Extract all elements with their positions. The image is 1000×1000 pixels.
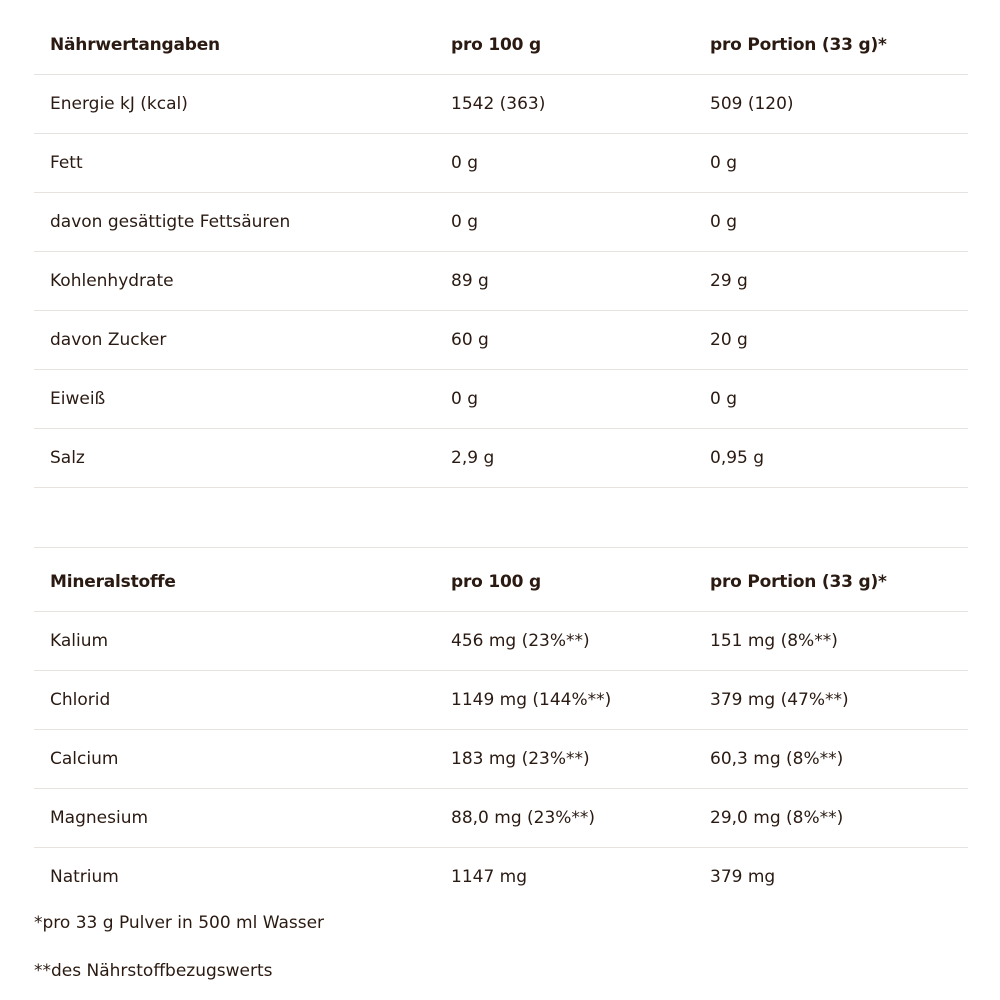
table-row — [34, 134, 968, 193]
value-per-portion: 379 mg — [710, 867, 776, 887]
table-row — [34, 671, 968, 730]
table-row — [34, 789, 968, 848]
mineral-name: Chlorid — [50, 690, 111, 710]
value-per-portion: 0 g — [710, 153, 738, 173]
table-row — [34, 612, 968, 671]
table-row — [34, 370, 968, 429]
value-per-100g: 2,9 g — [451, 448, 495, 468]
column-header-mineral: Mineralstoffe — [50, 572, 176, 592]
nutrient-name: Salz — [50, 448, 85, 468]
table-row — [34, 193, 968, 252]
value-per-100g: 1149 mg (144%**) — [451, 690, 612, 710]
mineral-name: Kalium — [50, 631, 109, 651]
footnote-reference-value: **des Nährstoffbezugswerts — [34, 961, 273, 981]
mineral-name: Magnesium — [50, 808, 149, 828]
column-header-per-100g: pro 100 g — [451, 572, 541, 592]
value-per-portion: 509 (120) — [710, 94, 794, 114]
value-per-portion: 29,0 mg (8%**) — [710, 808, 844, 828]
value-per-100g: 0 g — [451, 153, 479, 173]
value-per-100g: 89 g — [451, 271, 489, 291]
value-per-portion: 20 g — [710, 330, 748, 350]
mineral-name: Natrium — [50, 867, 119, 887]
column-header-nutrient: Nährwertangaben — [50, 35, 220, 55]
value-per-portion: 0,95 g — [710, 448, 765, 468]
value-per-100g: 1542 (363) — [451, 94, 546, 114]
table-row — [34, 730, 968, 789]
nutrient-name: davon Zucker — [50, 330, 167, 350]
value-per-portion: 151 mg (8%**) — [710, 631, 838, 651]
minerals-table — [34, 553, 968, 907]
column-header-per-portion: pro Portion (33 g)* — [710, 35, 887, 55]
table-row — [34, 429, 968, 488]
column-header-per-portion: pro Portion (33 g)* — [710, 572, 887, 592]
table-separator — [34, 488, 968, 548]
value-per-portion: 0 g — [710, 212, 738, 232]
table-row — [34, 75, 968, 134]
nutrient-name: Fett — [50, 153, 83, 173]
nutrient-name: Eiweiß — [50, 389, 106, 409]
value-per-portion: 0 g — [710, 389, 738, 409]
value-per-100g: 88,0 mg (23%**) — [451, 808, 596, 828]
nutrient-name: Kohlenhydrate — [50, 271, 174, 291]
table-header-row — [34, 16, 968, 75]
value-per-100g: 183 mg (23%**) — [451, 749, 590, 769]
value-per-100g: 456 mg (23%**) — [451, 631, 590, 651]
value-per-portion: 60,3 mg (8%**) — [710, 749, 844, 769]
value-per-portion: 29 g — [710, 271, 748, 291]
table-row — [34, 252, 968, 311]
value-per-100g: 60 g — [451, 330, 489, 350]
nutrition-table — [34, 16, 968, 548]
nutrient-name: Energie kJ (kcal) — [50, 94, 188, 114]
table-row — [34, 311, 968, 370]
column-header-per-100g: pro 100 g — [451, 35, 541, 55]
value-per-100g: 0 g — [451, 389, 479, 409]
value-per-100g: 1147 mg — [451, 867, 528, 887]
table-header-row — [34, 553, 968, 612]
value-per-100g: 0 g — [451, 212, 479, 232]
nutrient-name: davon gesättigte Fettsäuren — [50, 212, 291, 232]
mineral-name: Calcium — [50, 749, 119, 769]
footnote-serving: *pro 33 g Pulver in 500 ml Wasser — [34, 913, 325, 933]
value-per-portion: 379 mg (47%**) — [710, 690, 849, 710]
table-row — [34, 848, 968, 907]
